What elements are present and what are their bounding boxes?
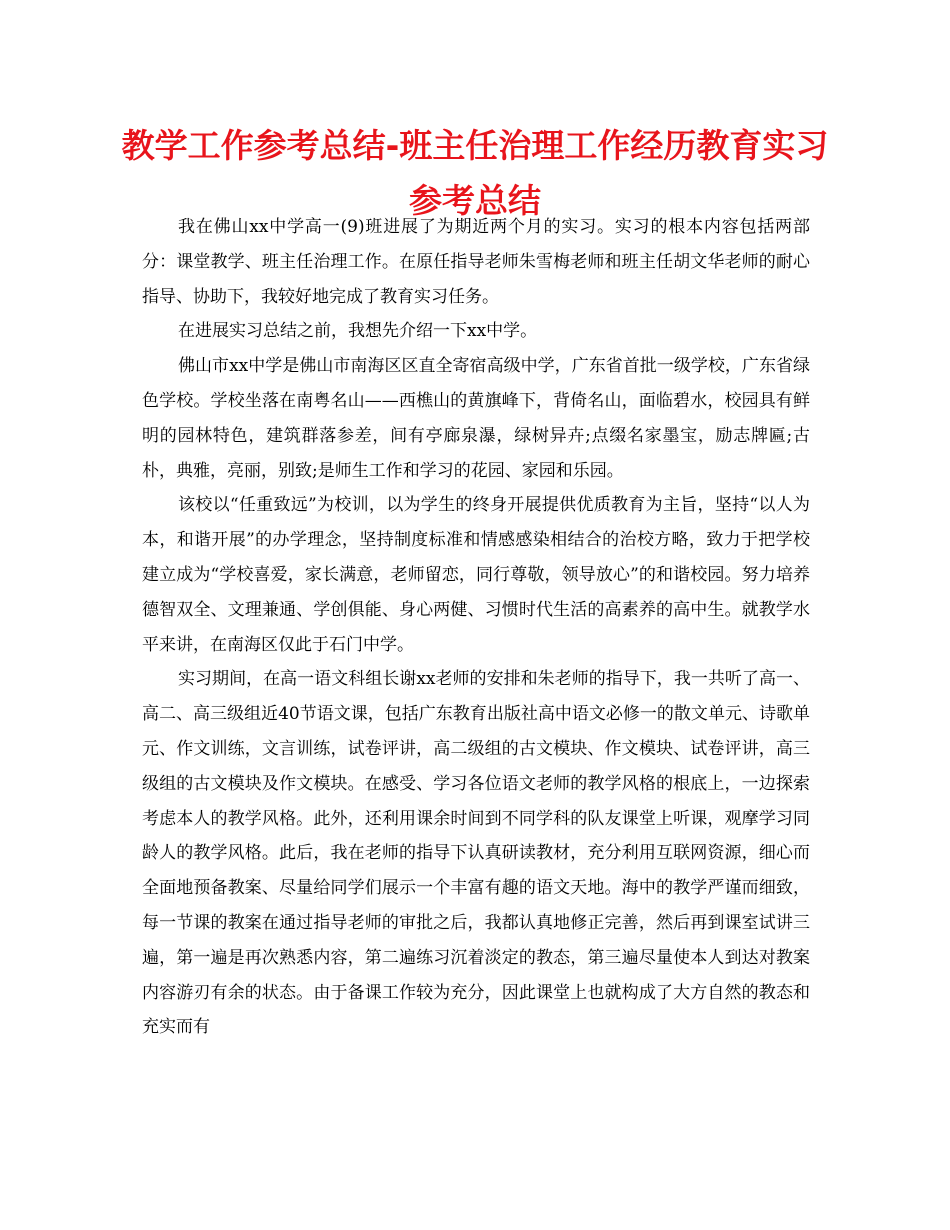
paragraph-transition: 在进展实习总结之前，我想先介绍一下xx中学。 [178, 321, 538, 342]
title-line-1: 教学工作参考总结-班主任治理工作经历教育实习 [121, 126, 829, 165]
paragraph-school-motto: 该校以“任重致远”为校训，以为学生的终身开展提供优质教育为主旨，坚持“以人为本，和谐开展”的办学理念，坚持制度标准和情感感染相结合的治校方略，致力于把学校建立成为“学校喜爱，家长满意，老师留恋，同行尊敬，领导放心”的和谐校园。努力培养德智双全、文理兼通、学创俱能、身心两健、习惯时代生活的高素养的高中生。就教学水平来讲，在南海区仅此于石门中学。 [142, 495, 810, 655]
paragraph-teaching-practice: 实习期间，在高一语文科组长谢xx老师的安排和朱老师的指导下，我一共听了高一、高二、高三级组近40节语文课，包括广东教育出版社高中语文必修一的散文单元、诗歌单元、作文训练，文言训练，试卷评讲，高二级组的古文模块、作文模块、试卷评讲，高三级组的古文模块及作文模块。在感受、学习各位语文老师的教学风格的根底上，一边探索考虑本人的教学风格。此外，还利用课余时间到不同学科的队友课堂上听课，观摩学习同龄人的教学风格。此后，我在老师的指导下认真研读教材，充分利用互联网资源，细心而全面地预备教案、尽量给同学们展示一个丰富有趣的语文天地。海中的教学严谨而细致，每一节课的教案在通过指导老师的审批之后，我都认真地修正完善，然后再到课室试讲三遍，第一遍是再次熟悉内容，第二遍练习沉着淡定的教态，第三遍尽量使本人到达对教案内容游刃有余的状态。由于备课工作较为充分，因此课堂上也就构成了大方自然的教态和充实而有 [142, 669, 810, 1038]
paragraph-school-overview: 佛山市xx中学是佛山市南海区区直全寄宿高级中学，广东省首批一级学校，广东省绿色学校。学校坐落在南粤名山——西樵山的黄旗峰下，背倚名山，面临碧水，校园具有鲜明的园林特色，建筑群落参差，间有亭廊泉瀑，绿树异卉;点缀名家墨宝，励志牌匾;古朴，典雅，亮丽，别致;是师生工作和学习的花园、家园和乐园。 [142, 356, 810, 481]
paragraph-intro: 我在佛山xx中学高一(9)班进展了为期近两个月的实习。实习的根本内容包括两部分：课堂教学、班主任治理工作。在原任指导老师朱雪梅老师和班主任胡文华老师的耐心指导、协助下，我较好地完成了教育实习任务。 [142, 217, 810, 307]
title-line-2: 参考总结 [409, 181, 541, 220]
document-body [142, 210, 810, 1045]
